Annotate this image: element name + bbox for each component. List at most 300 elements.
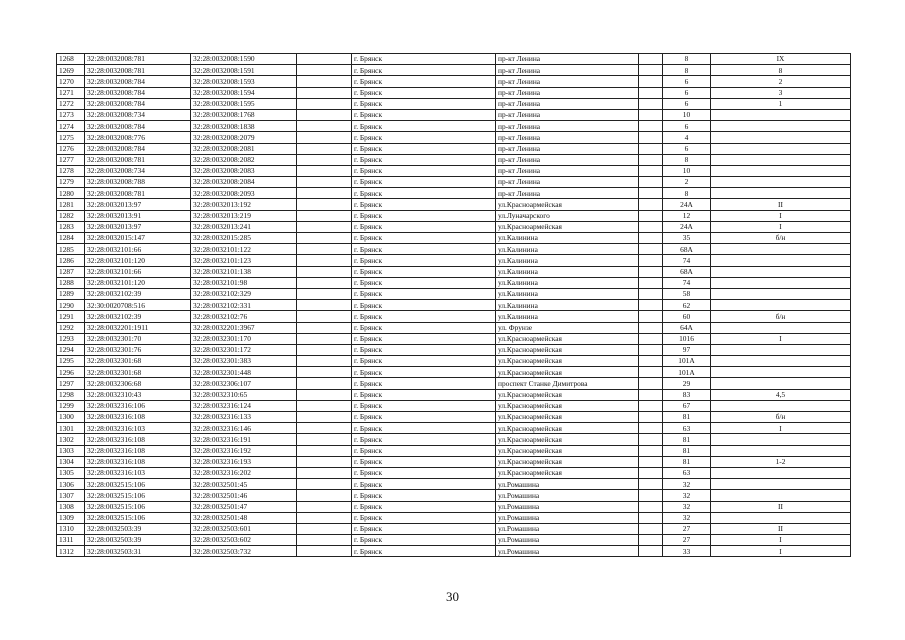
city-cell: г. Брянск [352, 490, 496, 501]
street-cell: ул.Красноармейская [496, 467, 639, 478]
empty-cell [297, 456, 352, 467]
row-number-cell: 1301 [57, 423, 85, 434]
empty-cell [297, 378, 352, 389]
city-cell: г. Брянск [352, 456, 496, 467]
object-cadastral-number-cell: 32:28:0032102:76 [191, 311, 297, 322]
object-cadastral-number-cell: 32:28:0032102:331 [191, 300, 297, 311]
cadastral-number-cell: 32:28:0032316:103 [85, 467, 191, 478]
street-cell: ул.Калинина [496, 266, 639, 277]
object-cadastral-number-cell: 32:28:0032008:1590 [191, 54, 297, 65]
row-number-cell: 1270 [57, 76, 85, 87]
object-cadastral-number-cell: 32:28:0032013:192 [191, 199, 297, 210]
table-row [57, 445, 851, 456]
premises-number-cell: 3 [711, 87, 851, 98]
table-row [57, 233, 851, 244]
city-cell: г. Брянск [352, 277, 496, 288]
row-number-cell: 1311 [57, 535, 85, 546]
street-cell: ул.Красноармейская [496, 389, 639, 400]
table-row [57, 244, 851, 255]
premises-number-cell [711, 344, 851, 355]
object-cadastral-number-cell: 32:28:0032301:170 [191, 333, 297, 344]
premises-number-cell: 2 [711, 76, 851, 87]
empty-cell [639, 221, 663, 232]
object-cadastral-number-cell: 32:28:0032301:383 [191, 356, 297, 367]
street-cell: пр-кт Ленина [496, 177, 639, 188]
empty-cell [639, 244, 663, 255]
house-number-cell: 27 [663, 535, 711, 546]
street-cell: ул.Ромашина [496, 523, 639, 534]
cadastral-number-cell: 32:28:0032301:70 [85, 333, 191, 344]
row-number-cell: 1279 [57, 177, 85, 188]
street-cell: ул.Калинина [496, 233, 639, 244]
object-cadastral-number-cell: 32:28:0032008:1594 [191, 87, 297, 98]
object-cadastral-number-cell: 32:28:0032501:47 [191, 501, 297, 512]
object-cadastral-number-cell: 32:28:0032503:732 [191, 546, 297, 557]
object-cadastral-number-cell: 32:28:0032008:2093 [191, 188, 297, 199]
street-cell: ул.Ромашина [496, 490, 639, 501]
cadastral-number-cell: 32:28:0032201:1911 [85, 322, 191, 333]
row-number-cell: 1307 [57, 490, 85, 501]
row-number-cell: 1310 [57, 523, 85, 534]
table-row [57, 221, 851, 232]
table-row [57, 76, 851, 87]
city-cell: г. Брянск [352, 221, 496, 232]
object-cadastral-number-cell: 32:28:0032008:1591 [191, 65, 297, 76]
empty-cell [297, 333, 352, 344]
row-number-cell: 1295 [57, 356, 85, 367]
premises-number-cell: IX [711, 54, 851, 65]
empty-cell [639, 501, 663, 512]
object-cadastral-number-cell: 32:28:0032008:2082 [191, 154, 297, 165]
premises-number-cell: б/н [711, 412, 851, 423]
cadastral-number-cell: 32:28:0032503:31 [85, 546, 191, 557]
premises-number-cell: 1-2 [711, 456, 851, 467]
street-cell: ул.Красноармейская [496, 356, 639, 367]
cadastral-number-cell: 32:28:0032515:106 [85, 512, 191, 523]
row-number-cell: 1309 [57, 512, 85, 523]
street-cell: ул.Ромашина [496, 512, 639, 523]
house-number-cell: 81 [663, 434, 711, 445]
house-number-cell: 35 [663, 233, 711, 244]
cadastral-number-cell: 32:28:0032008:788 [85, 177, 191, 188]
row-number-cell: 1290 [57, 300, 85, 311]
house-number-cell: 32 [663, 479, 711, 490]
street-cell: пр-кт Ленина [496, 98, 639, 109]
house-number-cell: 8 [663, 188, 711, 199]
city-cell: г. Брянск [352, 467, 496, 478]
table-row [57, 177, 851, 188]
street-cell: пр-кт Ленина [496, 132, 639, 143]
cadastral-number-cell: 32:28:0032008:784 [85, 121, 191, 132]
city-cell: г. Брянск [352, 109, 496, 120]
street-cell: ул. Фрунзе [496, 322, 639, 333]
empty-cell [297, 132, 352, 143]
cadastral-number-cell: 32:28:0032316:103 [85, 423, 191, 434]
premises-number-cell [711, 356, 851, 367]
empty-cell [639, 98, 663, 109]
premises-number-cell [711, 288, 851, 299]
empty-cell [639, 199, 663, 210]
row-number-cell: 1269 [57, 65, 85, 76]
cadastral-number-cell: 32:28:0032008:776 [85, 132, 191, 143]
street-cell: ул.Красноармейская [496, 423, 639, 434]
empty-cell [639, 288, 663, 299]
cadastral-number-cell: 32:28:0032102:39 [85, 311, 191, 322]
table-row [57, 87, 851, 98]
street-cell: проспект Станке Димитрова [496, 378, 639, 389]
row-number-cell: 1274 [57, 121, 85, 132]
city-cell: г. Брянск [352, 445, 496, 456]
street-cell: ул.Красноармейская [496, 456, 639, 467]
cadastral-number-cell: 32:28:0032013:97 [85, 199, 191, 210]
table-row [57, 456, 851, 467]
empty-cell [639, 378, 663, 389]
premises-number-cell [711, 266, 851, 277]
empty-cell [639, 154, 663, 165]
table-row [57, 423, 851, 434]
table-row [57, 109, 851, 120]
empty-cell [639, 132, 663, 143]
house-number-cell: 6 [663, 87, 711, 98]
street-cell: пр-кт Ленина [496, 87, 639, 98]
empty-cell [297, 367, 352, 378]
empty-cell [297, 277, 352, 288]
object-cadastral-number-cell: 32:28:0032008:2081 [191, 143, 297, 154]
empty-cell [639, 356, 663, 367]
cadastral-number-cell: 32:28:0032008:734 [85, 109, 191, 120]
empty-cell [639, 65, 663, 76]
row-number-cell: 1296 [57, 367, 85, 378]
empty-cell [639, 479, 663, 490]
empty-cell [639, 311, 663, 322]
house-number-cell: 97 [663, 344, 711, 355]
cadastral-number-cell: 32:28:0032316:108 [85, 445, 191, 456]
empty-cell [639, 423, 663, 434]
object-cadastral-number-cell: 32:28:0032101:138 [191, 266, 297, 277]
table-row [57, 535, 851, 546]
street-cell: ул.Калинина [496, 311, 639, 322]
premises-number-cell [711, 244, 851, 255]
table-row [57, 523, 851, 534]
house-number-cell: 60 [663, 311, 711, 322]
empty-cell [639, 165, 663, 176]
table-row [57, 333, 851, 344]
house-number-cell: 6 [663, 98, 711, 109]
premises-number-cell [711, 400, 851, 411]
house-number-cell: 32 [663, 501, 711, 512]
house-number-cell: 58 [663, 288, 711, 299]
empty-cell [297, 523, 352, 534]
table-row [57, 288, 851, 299]
table-row [57, 367, 851, 378]
object-cadastral-number-cell: 32:28:0032008:1593 [191, 76, 297, 87]
empty-cell [639, 535, 663, 546]
empty-cell [297, 154, 352, 165]
row-number-cell: 1312 [57, 546, 85, 557]
city-cell: г. Брянск [352, 87, 496, 98]
empty-cell [297, 400, 352, 411]
row-number-cell: 1294 [57, 344, 85, 355]
city-cell: г. Брянск [352, 188, 496, 199]
city-cell: г. Брянск [352, 423, 496, 434]
table-row [57, 400, 851, 411]
object-cadastral-number-cell: 32:28:0032316:191 [191, 434, 297, 445]
premises-number-cell: I [711, 535, 851, 546]
cadastral-number-cell: 32:28:0032008:781 [85, 188, 191, 199]
city-cell: г. Брянск [352, 479, 496, 490]
city-cell: г. Брянск [352, 288, 496, 299]
cadastral-number-cell: 32:28:0032515:106 [85, 479, 191, 490]
table-row [57, 143, 851, 154]
cadastral-number-cell: 32:28:0032008:734 [85, 165, 191, 176]
empty-cell [297, 546, 352, 557]
city-cell: г. Брянск [352, 378, 496, 389]
premises-number-cell [711, 300, 851, 311]
table-row [57, 65, 851, 76]
house-number-cell: 6 [663, 76, 711, 87]
object-cadastral-number-cell: 32:28:0032316:192 [191, 445, 297, 456]
premises-number-cell [711, 434, 851, 445]
table-row [57, 165, 851, 176]
cadastral-number-cell: 32:28:0032301:76 [85, 344, 191, 355]
table-row [57, 479, 851, 490]
premises-number-cell [711, 121, 851, 132]
house-number-cell: 2 [663, 177, 711, 188]
table-row [57, 356, 851, 367]
row-number-cell: 1277 [57, 154, 85, 165]
empty-cell [639, 255, 663, 266]
row-number-cell: 1282 [57, 210, 85, 221]
cadastral-number-cell: 32:28:0032008:781 [85, 154, 191, 165]
street-cell: пр-кт Ленина [496, 188, 639, 199]
page-number: 30 [446, 589, 459, 604]
object-cadastral-number-cell: 32:28:0032201:3967 [191, 322, 297, 333]
cadastral-number-cell: 32:28:0032306:68 [85, 378, 191, 389]
city-cell: г. Брянск [352, 412, 496, 423]
empty-cell [297, 434, 352, 445]
row-number-cell: 1308 [57, 501, 85, 512]
empty-cell [297, 501, 352, 512]
empty-cell [297, 322, 352, 333]
empty-cell [297, 479, 352, 490]
empty-cell [639, 121, 663, 132]
house-number-cell: 27 [663, 523, 711, 534]
house-number-cell: 62 [663, 300, 711, 311]
object-cadastral-number-cell: 32:28:0032316:146 [191, 423, 297, 434]
object-cadastral-number-cell: 32:28:0032015:285 [191, 233, 297, 244]
premises-number-cell: I [711, 423, 851, 434]
premises-number-cell: б/н [711, 233, 851, 244]
city-cell: г. Брянск [352, 199, 496, 210]
object-cadastral-number-cell: 32:28:0032503:602 [191, 535, 297, 546]
street-cell: пр-кт Ленина [496, 76, 639, 87]
empty-cell [639, 54, 663, 65]
premises-number-cell: I [711, 546, 851, 557]
street-cell: ул.Ромашина [496, 535, 639, 546]
cadastral-number-cell: 32:28:0032013:91 [85, 210, 191, 221]
street-cell: ул.Красноармейская [496, 367, 639, 378]
city-cell: г. Брянск [352, 177, 496, 188]
row-number-cell: 1306 [57, 479, 85, 490]
table-row [57, 490, 851, 501]
cadastral-number-cell: 32:28:0032316:108 [85, 456, 191, 467]
premises-number-cell [711, 512, 851, 523]
city-cell: г. Брянск [352, 535, 496, 546]
table-row [57, 210, 851, 221]
premises-number-cell [711, 467, 851, 478]
empty-cell [297, 300, 352, 311]
city-cell: г. Брянск [352, 333, 496, 344]
empty-cell [639, 277, 663, 288]
empty-cell [297, 98, 352, 109]
table-row [57, 434, 851, 445]
row-number-cell: 1288 [57, 277, 85, 288]
cadastral-number-cell: 32:28:0032301:68 [85, 356, 191, 367]
row-number-cell: 1305 [57, 467, 85, 478]
object-cadastral-number-cell: 32:28:0032310:65 [191, 389, 297, 400]
empty-cell [297, 143, 352, 154]
street-cell: ул.Красноармейская [496, 412, 639, 423]
object-cadastral-number-cell: 32:28:0032008:2084 [191, 177, 297, 188]
empty-cell [297, 177, 352, 188]
city-cell: г. Брянск [352, 154, 496, 165]
city-cell: г. Брянск [352, 244, 496, 255]
premises-number-cell: б/н [711, 311, 851, 322]
empty-cell [639, 76, 663, 87]
cadastral-number-cell: 32:28:0032316:106 [85, 400, 191, 411]
cadastral-number-cell: 32:28:0032015:147 [85, 233, 191, 244]
premises-number-cell [711, 490, 851, 501]
object-cadastral-number-cell: 32:28:0032316:202 [191, 467, 297, 478]
empty-cell [297, 255, 352, 266]
table-row [57, 322, 851, 333]
object-cadastral-number-cell: 32:28:0032013:219 [191, 210, 297, 221]
city-cell: г. Брянск [352, 311, 496, 322]
house-number-cell: 32 [663, 490, 711, 501]
row-number-cell: 1287 [57, 266, 85, 277]
premises-number-cell [711, 322, 851, 333]
empty-cell [639, 333, 663, 344]
table-row [57, 121, 851, 132]
table-row [57, 255, 851, 266]
premises-number-cell: II [711, 199, 851, 210]
empty-cell [639, 434, 663, 445]
table-row [57, 311, 851, 322]
empty-cell [297, 109, 352, 120]
house-number-cell: 68А [663, 266, 711, 277]
house-number-cell: 64А [663, 322, 711, 333]
table-row [57, 54, 851, 65]
empty-cell [639, 344, 663, 355]
object-cadastral-number-cell: 32:28:0032316:133 [191, 412, 297, 423]
house-number-cell: 4 [663, 132, 711, 143]
empty-cell [639, 322, 663, 333]
empty-cell [297, 344, 352, 355]
city-cell: г. Брянск [352, 255, 496, 266]
house-number-cell: 32 [663, 512, 711, 523]
empty-cell [639, 177, 663, 188]
city-cell: г. Брянск [352, 132, 496, 143]
cadastral-number-cell: 32:28:0032301:68 [85, 367, 191, 378]
table-row [57, 98, 851, 109]
house-number-cell: 74 [663, 255, 711, 266]
empty-cell [639, 389, 663, 400]
house-number-cell: 81 [663, 412, 711, 423]
street-cell: ул.Красноармейская [496, 445, 639, 456]
city-cell: г. Брянск [352, 121, 496, 132]
empty-cell [297, 233, 352, 244]
row-number-cell: 1297 [57, 378, 85, 389]
street-cell: ул.Красноармейская [496, 199, 639, 210]
object-cadastral-number-cell: 32:28:0032501:46 [191, 490, 297, 501]
empty-cell [297, 412, 352, 423]
row-number-cell: 1280 [57, 188, 85, 199]
cadastral-number-cell: 32:28:0032008:781 [85, 65, 191, 76]
premises-number-cell: I [711, 333, 851, 344]
object-cadastral-number-cell: 32:28:0032301:448 [191, 367, 297, 378]
row-number-cell: 1302 [57, 434, 85, 445]
table-row [57, 546, 851, 557]
street-cell: ул.Красноармейская [496, 344, 639, 355]
empty-cell [297, 165, 352, 176]
cadastral-number-cell: 32:28:0032515:106 [85, 501, 191, 512]
object-cadastral-number-cell: 32:28:0032301:172 [191, 344, 297, 355]
cadastral-number-cell: 32:28:0032102:39 [85, 288, 191, 299]
cadastral-number-cell: 32:28:0032008:784 [85, 98, 191, 109]
house-number-cell: 24А [663, 199, 711, 210]
cadastral-number-cell: 32:28:0032310:43 [85, 389, 191, 400]
row-number-cell: 1278 [57, 165, 85, 176]
premises-number-cell: 8 [711, 65, 851, 76]
street-cell: ул.Калинина [496, 255, 639, 266]
city-cell: г. Брянск [352, 344, 496, 355]
street-cell: ул.Калинина [496, 300, 639, 311]
city-cell: г. Брянск [352, 65, 496, 76]
object-cadastral-number-cell: 32:28:0032008:1595 [191, 98, 297, 109]
city-cell: г. Брянск [352, 233, 496, 244]
empty-cell [297, 311, 352, 322]
empty-cell [297, 445, 352, 456]
house-number-cell: 6 [663, 121, 711, 132]
premises-number-cell [711, 255, 851, 266]
object-cadastral-number-cell: 32:28:0032501:45 [191, 479, 297, 490]
premises-number-cell [711, 132, 851, 143]
city-cell: г. Брянск [352, 98, 496, 109]
empty-cell [297, 423, 352, 434]
empty-cell [639, 188, 663, 199]
city-cell: г. Брянск [352, 400, 496, 411]
cadastral-number-cell: 32:28:0032316:108 [85, 412, 191, 423]
row-number-cell: 1303 [57, 445, 85, 456]
house-number-cell: 81 [663, 456, 711, 467]
premises-number-cell: 4,5 [711, 389, 851, 400]
house-number-cell: 74 [663, 277, 711, 288]
house-number-cell: 10 [663, 165, 711, 176]
object-cadastral-number-cell: 32:28:0032008:1768 [191, 109, 297, 120]
empty-cell [297, 76, 352, 87]
empty-cell [639, 143, 663, 154]
empty-cell [639, 490, 663, 501]
city-cell: г. Брянск [352, 434, 496, 445]
object-cadastral-number-cell: 32:28:0032008:1838 [191, 121, 297, 132]
premises-number-cell [711, 188, 851, 199]
empty-cell [639, 233, 663, 244]
row-number-cell: 1285 [57, 244, 85, 255]
empty-cell [297, 54, 352, 65]
premises-number-cell [711, 177, 851, 188]
cadastral-number-cell: 32:28:0032101:120 [85, 255, 191, 266]
empty-cell [297, 356, 352, 367]
